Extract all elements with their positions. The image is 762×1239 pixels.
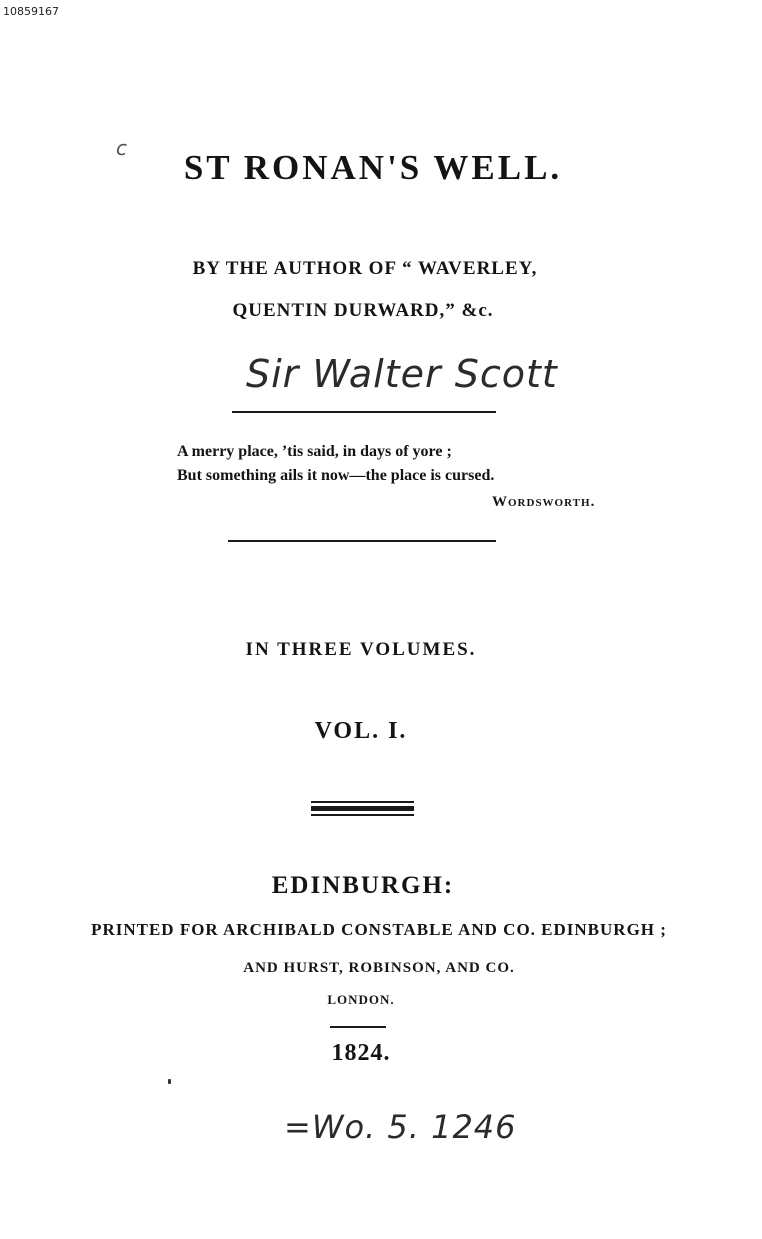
volumes-statement: IN THREE VOLUMES. (245, 639, 477, 660)
handwritten-shelfmark: =Wo. 5. 1246 (284, 1108, 517, 1146)
pencil-mark: c (116, 136, 127, 160)
publisher-city: LONDON. (327, 992, 395, 1007)
ornament-rule-bottom (311, 814, 414, 816)
byline-line-2: QUENTIN DURWARD,” &c. (232, 300, 494, 321)
ink-speck (168, 1079, 171, 1084)
rule-under-signature (232, 411, 496, 413)
ornament-rule-middle (311, 806, 414, 811)
scan-id: 10859167 (3, 5, 59, 18)
publication-year: 1824. (331, 1040, 391, 1066)
rule-under-epigraph (228, 540, 496, 542)
printer-line: PRINTED FOR ARCHIBALD CONSTABLE AND CO. EDINBURGH ; (91, 920, 667, 939)
ornament-rule-top (311, 801, 414, 803)
rule-above-year (330, 1026, 386, 1028)
volume-number: VOL. I. (314, 718, 408, 744)
publisher-line: AND HURST, ROBINSON, AND CO. (243, 960, 515, 976)
epigraph-attribution: Wordsworth. (492, 494, 596, 510)
handwritten-author: Sir Walter Scott (246, 352, 558, 396)
imprint-city: EDINBURGH: (271, 872, 455, 899)
epigraph-line-2: But something ails it now—the place is cursed. (177, 467, 495, 484)
epigraph-line-1: A merry place, ’tis said, in days of yore ; (177, 443, 452, 460)
page-title: ST RONAN'S WELL. (183, 148, 563, 187)
byline-line-1: BY THE AUTHOR OF “ WAVERLEY, (192, 258, 538, 279)
